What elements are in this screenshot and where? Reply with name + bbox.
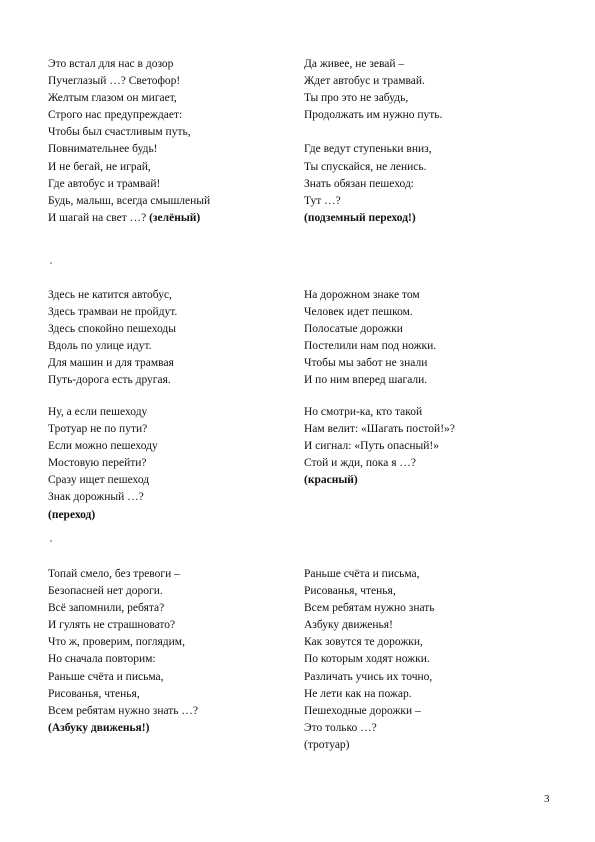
poem-line: Это встал для нас в дозор xyxy=(48,58,174,70)
poem-line: Это только …? xyxy=(304,721,377,734)
poem-line: Ждет автобус и трамвай. xyxy=(304,75,425,88)
poem-line: Всем ребятам нужно знать …? xyxy=(48,704,199,717)
poem-line: И гулять не страшновато? xyxy=(48,619,176,632)
poem-line: Вдоль по улице идут. xyxy=(48,340,152,353)
poem-line: Полосатые дорожки xyxy=(304,323,403,336)
poem-line: Нам велит: «Шагать постой!»? xyxy=(304,423,455,436)
poem-line: Рисованья, чтенья, xyxy=(48,687,140,700)
poem-line: Чтобы был счастливым путь, xyxy=(48,126,191,139)
poem-line: Чтобы мы забот не знали xyxy=(304,357,428,370)
poem-line: Тут …? xyxy=(304,194,341,207)
poem-line: Постелили нам под ножки. xyxy=(304,340,437,353)
poem-crosswalk xyxy=(304,287,436,390)
poem-line: Здесь спокойно пешеходы xyxy=(48,323,177,336)
poem-line: Пешеходные дорожки – xyxy=(304,704,421,717)
poem-line: Что ж, проверим, поглядим, xyxy=(48,636,185,649)
riddle-answer: (переход) xyxy=(48,508,96,521)
poem-line: Стой и жди, пока я …? xyxy=(304,457,416,470)
poem-line: Тротуар не по пути? xyxy=(48,423,148,436)
poem-line: Будь, малыш, всегда смышленый xyxy=(48,194,211,207)
poem-line: Для машин и для трамвая xyxy=(48,357,174,370)
poem-line: Знать обязан пешеход: xyxy=(304,177,414,190)
poem-line: Рисованья, чтенья, xyxy=(304,585,396,598)
stanza-gap xyxy=(304,124,442,141)
poem-pedestrian-zone xyxy=(48,287,177,390)
poem-line: Где автобус и трамвай! xyxy=(48,177,161,190)
poem-line: Сразу ищет пешеход xyxy=(48,474,150,487)
poem-line: Безопасней нет дороги. xyxy=(48,585,163,598)
poem-line: Да живее, не зевай – xyxy=(304,58,405,70)
poem-line: Человек идет пешком. xyxy=(304,306,413,319)
page-number: 3 xyxy=(544,793,550,805)
poem-line: И сигнал: «Путь опасный!» xyxy=(304,440,440,453)
poem-traffic-rules xyxy=(48,566,198,737)
poem-line: Ты спускайся, не ленись. xyxy=(304,160,427,173)
poem-line: Если можно пешеходу xyxy=(48,440,158,453)
poem-line: Но смотри-ка, кто такой xyxy=(304,406,423,418)
poem-line-text: И шагай на свет …? xyxy=(48,211,147,224)
poem-line: Азбуку движенья! xyxy=(304,619,393,632)
poem-line: Топай смело, без тревоги – xyxy=(48,568,180,580)
poem-line: Строго нас предупреждает: xyxy=(48,109,183,122)
poem-line: Мостовую перейти? xyxy=(48,457,147,470)
poem-line: Как зовутся те дорожки, xyxy=(304,636,423,649)
poem-line-with-answer xyxy=(48,210,210,227)
poem-line: Желтым глазом он мигает, xyxy=(48,92,177,105)
poem-line: Раньше счёта и письма, xyxy=(48,670,164,683)
stray-dot xyxy=(50,540,52,542)
poem-line: Здесь не катится автобус, xyxy=(48,289,172,301)
poem-line: Различать учись их точно, xyxy=(304,670,433,683)
poem-line: Знак дорожный …? xyxy=(48,491,144,504)
poem-line: Раньше счёта и письма, xyxy=(304,568,420,580)
poem-line: Всё запомнили, ребята? xyxy=(48,602,165,615)
riddle-answer: (зелёный) xyxy=(149,211,201,224)
poem-line: (тротуар) xyxy=(304,738,350,751)
poem-line: Ты про это не забудь, xyxy=(304,92,409,105)
poem-line: Повнимательнее будь! xyxy=(48,143,158,156)
poem-line: И не бегай, не играй, xyxy=(48,160,151,173)
poem-line: На дорожном знаке том xyxy=(304,289,420,301)
poem-line: Всем ребятам нужно знать xyxy=(304,602,435,615)
poem-line: Здесь трамваи не пройдут. xyxy=(48,306,178,319)
poem-sidewalk xyxy=(304,566,435,754)
poem-line: Не лети как на пожар. xyxy=(304,687,412,700)
riddle-answer: (подземный переход!) xyxy=(304,211,416,224)
poem-line: Где ведут ступеньки вниз, xyxy=(304,143,432,156)
poem-line: Но сначала повторим: xyxy=(48,653,156,666)
poem-line: По которым ходят ножки. xyxy=(304,653,430,666)
stray-dot xyxy=(50,262,52,264)
poem-line: Ну, а если пешеходу xyxy=(48,406,148,418)
poem-crossing-sign xyxy=(48,404,158,524)
poem-line: Путь-дорога есть другая. xyxy=(48,374,171,387)
poem-line: Продолжать им нужно путь. xyxy=(304,109,443,122)
poem-line: И по ним вперед шагали. xyxy=(304,374,428,387)
poem-traffic-light xyxy=(48,56,210,227)
riddle-answer: (Азбуку движенья!) xyxy=(48,721,150,734)
poem-red-light xyxy=(304,404,455,489)
poem-underground-crossing xyxy=(304,56,442,227)
poem-line: Пучеглазый …? Светофор! xyxy=(48,75,181,88)
riddle-answer: (красный) xyxy=(304,474,358,487)
